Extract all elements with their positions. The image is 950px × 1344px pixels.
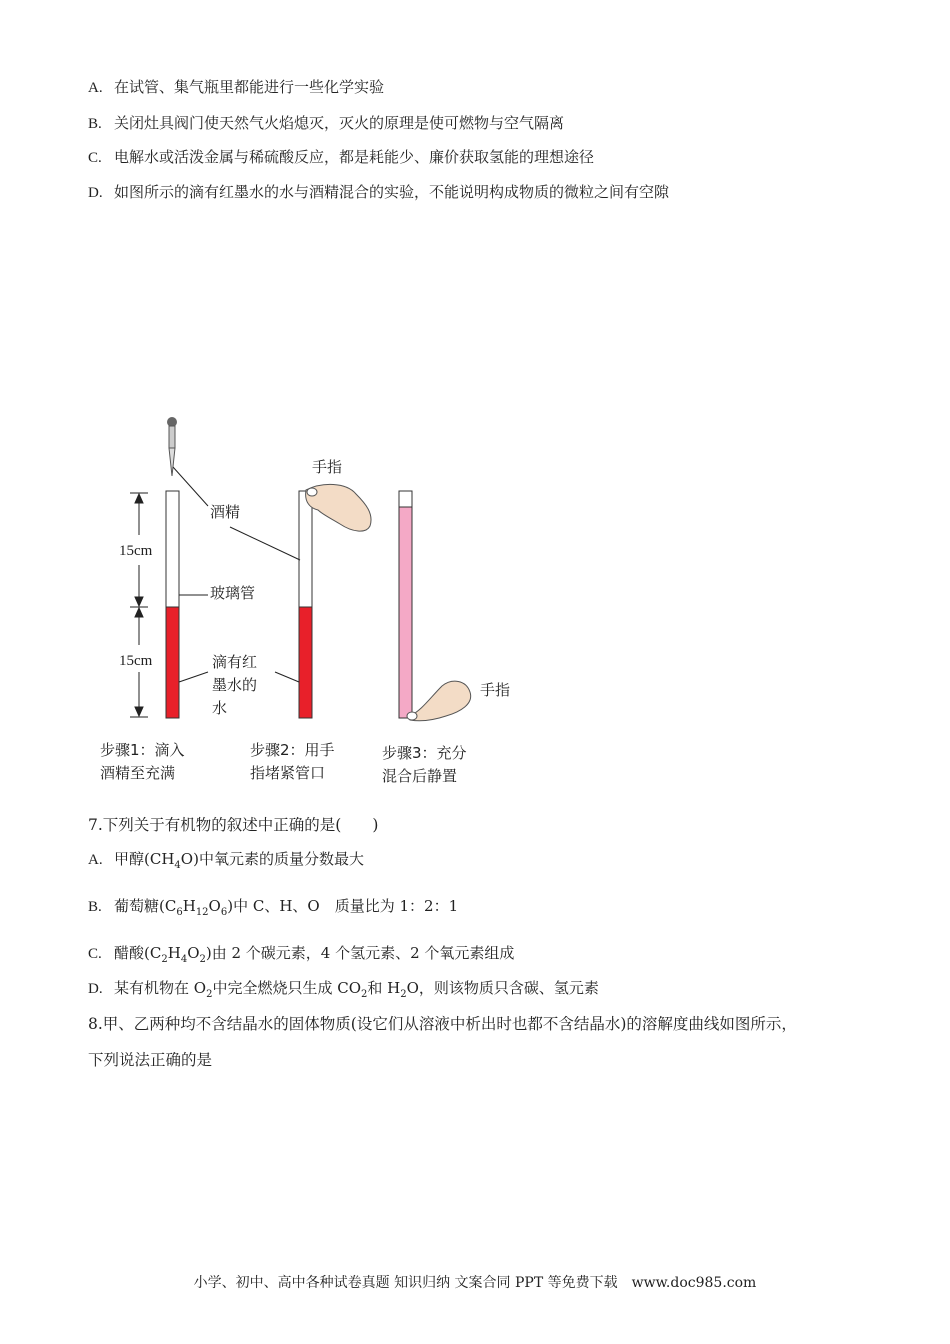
subscript: 12 bbox=[195, 907, 209, 918]
label-water-2: 墨水的 bbox=[212, 676, 258, 694]
option-text: 电解水或活泼金属与稀硫酸反应，都是耗能少、廉价获取氢能的理想途径 bbox=[114, 148, 595, 166]
text: 某有机物在 O bbox=[114, 979, 207, 997]
step1-line1: 步骤1：滴入 bbox=[100, 741, 185, 759]
option-label: B. bbox=[88, 116, 102, 132]
text: H bbox=[182, 897, 196, 915]
text: )由 2 个碳元素，4 个氢元素、2 个氧元素组成 bbox=[205, 944, 515, 962]
hand-top-icon bbox=[306, 484, 371, 531]
q6-option-a bbox=[88, 76, 384, 97]
option-text: 关闭灶具阀门使天然气火焰熄灭，灭火的原理是使可燃物与空气隔离 bbox=[114, 114, 565, 132]
option-text: 如图所示的滴有红墨水的水与酒精混合的实验，不能说明构成物质的微粒之间有空隙 bbox=[114, 183, 670, 201]
text: O，则该物质只含碳、氢元素 bbox=[406, 979, 599, 997]
label-glass-tube: 玻璃管 bbox=[210, 584, 256, 602]
q6-option-b bbox=[88, 112, 564, 133]
q7-option-a bbox=[88, 848, 364, 871]
subscript: 6 bbox=[176, 907, 183, 918]
option-label: D. bbox=[88, 185, 103, 201]
text: 醋酸(C bbox=[114, 944, 162, 962]
option-label: B. bbox=[88, 899, 102, 915]
text: O bbox=[208, 897, 221, 915]
dimension-arrows bbox=[130, 493, 148, 717]
step2-line1: 步骤2：用手 bbox=[250, 741, 335, 759]
tube-step2 bbox=[299, 491, 312, 718]
text: )中 C、H、O 质量比为 1：2：1 bbox=[227, 897, 459, 915]
label-finger-top: 手指 bbox=[312, 458, 343, 476]
q6-option-c bbox=[88, 146, 594, 167]
tube-step3 bbox=[399, 491, 412, 718]
length-label-top: 15cm bbox=[119, 543, 153, 559]
subscript: 2 bbox=[206, 989, 213, 1000]
subscript: 2 bbox=[199, 954, 206, 965]
dropper-icon bbox=[167, 417, 177, 476]
option-label: C. bbox=[88, 150, 102, 166]
step3-line2: 混合后静置 bbox=[382, 767, 458, 785]
step2-line2: 指堵紧管口 bbox=[250, 764, 326, 782]
subscript: 2 bbox=[400, 989, 407, 1000]
length-label-bottom: 15cm bbox=[119, 653, 153, 669]
q8-stem-line2: 下列说法正确的是 bbox=[88, 1051, 213, 1069]
tube-step1 bbox=[166, 491, 179, 718]
q7-stem: 7.下列关于有机物的叙述中正确的是( ) bbox=[88, 816, 379, 834]
label-alcohol: 酒精 bbox=[210, 503, 241, 521]
option-label: C. bbox=[88, 946, 102, 962]
q8-stem-line1: 8.甲、乙两种均不含结晶水的固体物质(设它们从溶液中析出时也都不含结晶水)的溶解度曲线如图所示， bbox=[88, 1015, 797, 1033]
subscript: 4 bbox=[174, 860, 181, 871]
text: O bbox=[187, 944, 200, 962]
text: 和 H bbox=[367, 979, 401, 997]
subscript: 2 bbox=[361, 989, 368, 1000]
hand-bottom-icon bbox=[407, 681, 471, 721]
option-label: D. bbox=[88, 981, 103, 997]
text: 甲醇(CH bbox=[114, 850, 175, 868]
step1-line2: 酒精至充满 bbox=[100, 764, 176, 782]
text: O)中氧元素的质量分数最大 bbox=[180, 850, 364, 868]
q6-option-d bbox=[88, 181, 669, 202]
step3-line1: 步骤3：充分 bbox=[382, 744, 467, 762]
label-water-3: 水 bbox=[212, 699, 228, 717]
label-water-1: 滴有红 bbox=[212, 653, 258, 671]
experiment-figure bbox=[90, 410, 530, 790]
option-label: A. bbox=[88, 852, 103, 868]
label-finger-bottom: 手指 bbox=[480, 681, 511, 699]
option-label: A. bbox=[88, 80, 103, 96]
subscript: 6 bbox=[220, 907, 228, 918]
subscript: 4 bbox=[180, 954, 188, 965]
leader-lines bbox=[173, 467, 300, 682]
subscript: 2 bbox=[161, 954, 168, 965]
text: 葡萄糖(C bbox=[114, 897, 177, 915]
text: H bbox=[167, 944, 181, 962]
page-footer: 小学、初中、高中各种试卷真题 知识归纳 文案合同 PPT 等免费下载 www.doc985.com bbox=[193, 1275, 757, 1291]
q7-option-d bbox=[88, 977, 599, 1000]
text: 中完全燃烧只生成 CO bbox=[212, 979, 361, 997]
q7-option-b bbox=[88, 895, 458, 918]
option-text: 在试管、集气瓶里都能进行一些化学实验 bbox=[114, 78, 385, 96]
q7-option-c bbox=[88, 942, 514, 965]
